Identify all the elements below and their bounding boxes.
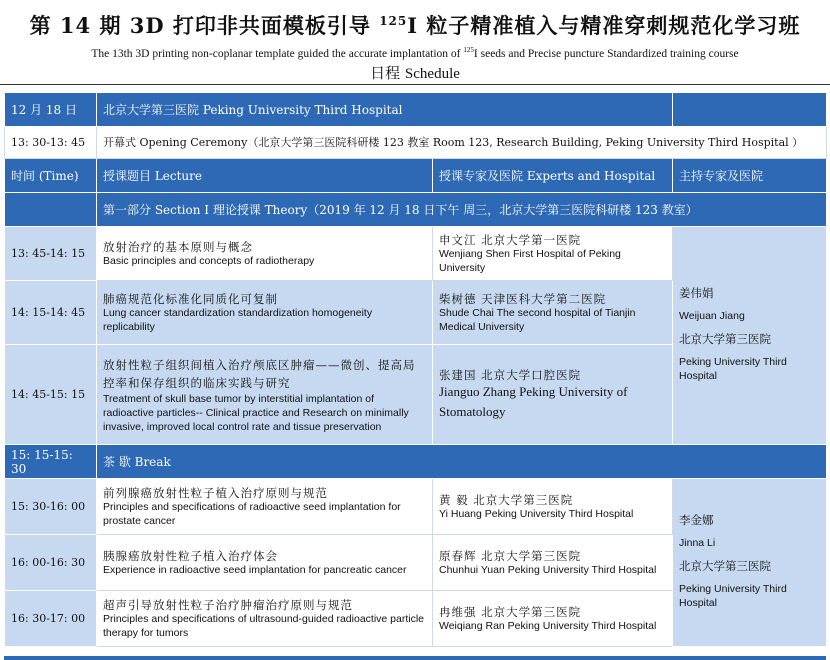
session-expert: 张建国 北京大学口腔医院 Jianguo Zhang Peking University of Stomatology — [433, 345, 673, 445]
col-expert: 授课专家及医院 Experts and Hospital — [433, 159, 673, 193]
session-expert: 黄 毅 北京大学第三医院 Yi Huang Peking University Third Hospital — [433, 479, 673, 535]
session-lecture: 放射治疗的基本原则与概念 Basic principles and concepts of radiotherapy — [97, 227, 433, 281]
opening-time: 13: 30-13: 45 — [5, 127, 97, 159]
session-time: 14: 45-15: 15 — [5, 345, 97, 445]
table-row — [5, 479, 827, 535]
host-1: 姜伟娟 Weijuan Jiang 北京大学第三医院 Peking University Third Hospital — [673, 227, 827, 445]
title-english: The 13th 3D printing non-coplanar template guided the accurate implantation of $^{125}$I seeds and Precise puncture Standardized training course — [91, 46, 739, 60]
break-time: 15: 15-15: 30 — [5, 445, 97, 479]
session-time: 16: 30-17: 00 — [5, 591, 97, 647]
session-lecture: 肺癌规范化标准化同质化可复制 Lung cancer standardization standardization homogeneity replicability — [97, 281, 433, 345]
session-time: 14: 15-14: 45 — [5, 281, 97, 345]
schedule-table — [4, 92, 827, 647]
session-lecture: 放射性粒子组织间植入治疗颅底区肿瘤——微创、提高局控率和保存组织的临床实践与研究 Treatment of skull base tumor by interstitial implantation of radioactive particles-- Clinical practice and Research on minimally invasive, improved local control rate and tissue preservation — [97, 345, 433, 445]
table-row — [5, 227, 827, 281]
day-empty-cell — [673, 93, 827, 127]
session-time: 13: 45-14: 15 — [5, 227, 97, 281]
session-lecture: 胰腺癌放射性粒子植入治疗体会 Experience in radioactive seed implantation for pancreatic cancer — [97, 535, 433, 591]
host-2: 李金娜 Jinna Li 北京大学第三医院 Peking University Third Hospital — [673, 479, 827, 647]
session-expert: 原春辉 北京大学第三医院 Chunhui Yuan Peking University Third Hospital — [433, 535, 673, 591]
break-label: 茶 歇 Break — [97, 445, 827, 479]
session-time: 15: 30-16: 00 — [5, 479, 97, 535]
col-lecture: 授课题目 Lecture — [97, 159, 433, 193]
session-time: 16: 00-16: 30 — [5, 535, 97, 591]
title-chinese: 第 14 期 3D 打印非共面模板引导 $^{125}$I 粒子精准植入与精准穿刺规范化学习班 — [29, 13, 801, 38]
schedule-heading: 日程 Schedule — [370, 64, 460, 82]
opening-ceremony: 开幕式 Opening Ceremony（北京大学第三医院科研楼 123 教室 Room 123, Research Building, Peking University Third Hospital ） — [97, 127, 827, 159]
header-divider — [0, 84, 830, 85]
table-bottom-bar — [4, 656, 826, 660]
session-lecture: 前列腺癌放射性粒子植入治疗原则与规范 Principles and specifications of radioactive seed implantation for prostate cancer — [97, 479, 433, 535]
session-expert: 冉维强 北京大学第三医院 Weiqiang Ran Peking University Third Hospital — [433, 591, 673, 647]
day-venue: 北京大学第三医院 Peking University Third Hospital — [97, 93, 673, 127]
section-1-title: 第一部分 Section I 理论授课 Theory（2019 年 12 月 18 日下午 周三，北京大学第三医院科研楼 123 教室） — [97, 193, 827, 227]
section-spacer — [5, 193, 97, 227]
col-time: 时间 (Time) — [5, 159, 97, 193]
page-header — [0, 0, 830, 88]
day-date: 12 月 18 日 — [5, 93, 97, 127]
session-expert: 申文江 北京大学第一医院 Wenjiang Shen First Hospital of Peking University — [433, 227, 673, 281]
session-lecture: 超声引导放射性粒子治疗肿瘤治疗原则与规范 Principles and specifications of ultrasound-guided radioactive particle therapy for tumors — [97, 591, 433, 647]
session-expert: 柴树德 天津医科大学第二医院 Shude Chai The second hospital of Tianjin Medical University — [433, 281, 673, 345]
col-host: 主持专家及医院 — [673, 159, 827, 193]
